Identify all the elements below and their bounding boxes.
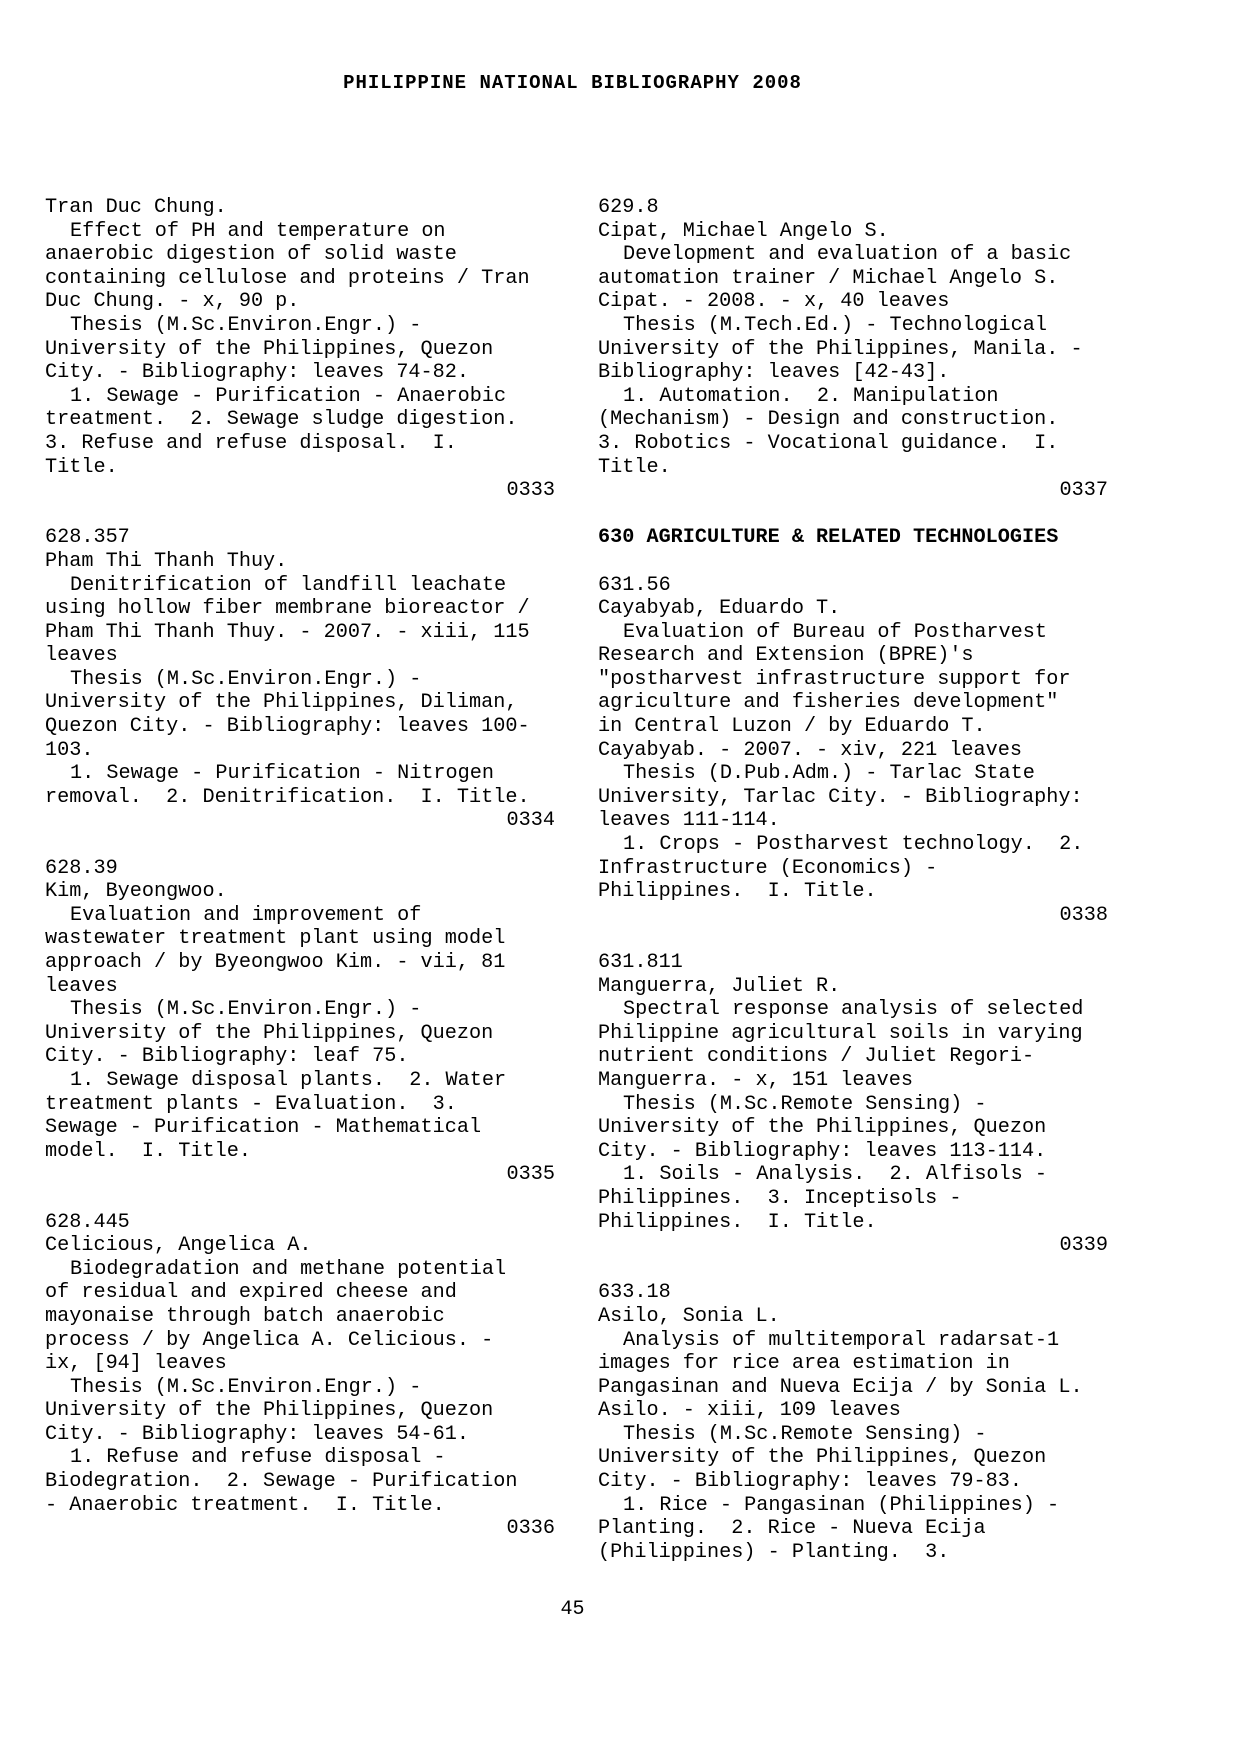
entry-text-line: 1. Refuse and refuse disposal -: [70, 1446, 446, 1470]
entry-text-line: Title.: [45, 455, 118, 479]
entry-text-line: (Philippines) - Planting. 3.: [598, 1540, 950, 1564]
entry-text-line: Thesis (M.Sc.Remote Sensing) -: [623, 1092, 987, 1116]
section-heading: 630 AGRICULTURE & RELATED TECHNOLOGIES: [598, 526, 1059, 550]
entry-text-line: City. - Bibliography: leaves 79-83.: [598, 1470, 1023, 1494]
right-column: [598, 196, 1108, 1588]
entry-text-line: Effect of PH and temperature on: [70, 219, 446, 243]
entry-text-line: Cayabyab. - 2007. - xiv, 221 leaves: [598, 738, 1023, 762]
entry-text-line: (Mechanism) - Design and construction.: [598, 408, 1059, 432]
entry-text-line: Infrastructure (Economics) -: [598, 856, 938, 880]
entry-text-line: removal. 2. Denitrification. I. Title.: [45, 785, 530, 809]
entry-text-line: University of the Philippines, Quezon: [45, 1399, 494, 1423]
bibliographic-entry: [598, 196, 1108, 503]
entry-text-line: Pham Thi Thanh Thuy. - 2007. - xiii, 115: [45, 620, 530, 644]
entry-text-line: City. - Bibliography: leaves 54-61.: [45, 1422, 470, 1446]
entry-text-line: containing cellulose and proteins / Tran: [45, 266, 530, 290]
entry-text-line: anaerobic digestion of solid waste: [45, 243, 457, 267]
bibliographic-entry: [45, 526, 555, 833]
entry-text-line: images for rice area estimation in: [598, 1352, 1010, 1376]
entry-text-line: Thesis (M.Sc.Environ.Engr.) -: [70, 313, 422, 337]
entry-text-line: Analysis of multitemporal radarsat-1: [623, 1328, 1060, 1352]
entry-author: Kim, Byeongwoo.: [45, 880, 227, 904]
entry-text-line: 1. Sewage - Purification - Nitrogen: [70, 762, 495, 786]
entry-number: 0335: [506, 1163, 555, 1187]
left-column: [45, 196, 555, 1564]
entry-author: Manguerra, Juliet R.: [598, 974, 841, 998]
entry-text-line: 1. Soils - Analysis. 2. Alfisols -: [623, 1163, 1048, 1187]
entry-text-line: Philippines. I. Title.: [598, 1210, 877, 1234]
entry-text-line: Biodegration. 2. Sewage - Purification: [45, 1470, 518, 1494]
entry-text-line: automation trainer / Michael Angelo S.: [598, 266, 1059, 290]
entry-text-line: City. - Bibliography: leaf 75.: [45, 1045, 409, 1069]
entry-text-line: model. I. Title.: [45, 1139, 251, 1163]
entry-text-line: approach / by Byeongwoo Kim. - vii, 81: [45, 951, 506, 974]
entry-author: Asilo, Sonia L.: [598, 1304, 780, 1328]
class-number: 633.18: [598, 1281, 671, 1305]
entry-text-line: agriculture and fisheries development": [598, 691, 1059, 715]
entry-text-line: treatment. 2. Sewage sludge digestion.: [45, 408, 518, 432]
entry-text-line: University of the Philippines, Quezon: [45, 337, 494, 361]
entry-text-line: Asilo. - xiii, 109 leaves: [598, 1399, 901, 1423]
entry-text-line: 1. Automation. 2. Manipulation: [623, 384, 999, 408]
entry-text-line: Thesis (M.Sc.Environ.Engr.) -: [70, 998, 422, 1022]
entry-text-line: ix, [94] leaves: [45, 1352, 227, 1376]
entry-text-line: Sewage - Purification - Mathematical: [45, 1116, 482, 1140]
entry-text-line: 3. Robotics - Vocational guidance. I.: [598, 431, 1059, 455]
entry-text-line: City. - Bibliography: leaves 113-114.: [598, 1139, 1047, 1163]
entry-text-line: nutrient conditions / Juliet Regori-: [598, 1045, 1035, 1069]
entry-text-line: Planting. 2. Rice - Nueva Ecija: [598, 1517, 986, 1541]
entry-text-line: City. - Bibliography: leaves 74-82.: [45, 361, 470, 385]
entry-text-line: Development and evaluation of a basic: [623, 243, 1072, 267]
entry-text-line: Bibliography: leaves [42-43].: [598, 361, 950, 385]
entry-text-line: Denitrification of landfill leachate: [70, 573, 507, 597]
entry-text-line: treatment plants - Evaluation. 3.: [45, 1092, 457, 1116]
bibliographic-entry: [45, 1211, 555, 1541]
entry-text-line: mayonaise through batch anaerobic: [45, 1304, 445, 1328]
entry-text-line: University, Tarlac City. - Bibliography:: [598, 785, 1083, 809]
entry-text-line: "postharvest infrastructure support for: [598, 667, 1071, 691]
entry-text-line: Thesis (M.Sc.Remote Sensing) -: [623, 1422, 987, 1446]
entry-text-line: 1. Rice - Pangasinan (Philippines) -: [623, 1493, 1060, 1517]
entry-author: Pham Thi Thanh Thuy.: [45, 549, 288, 573]
entry-text-line: Evaluation and improvement of: [70, 903, 422, 927]
entry-text-line: leaves: [45, 644, 118, 668]
bibliographic-entry: [598, 951, 1108, 1258]
entry-text-line: Thesis (D.Pub.Adm.) - Tarlac State: [623, 762, 1035, 786]
class-number: 628.39: [45, 856, 118, 880]
entry-text-line: 103.: [45, 738, 94, 762]
entry-number: 0338: [1059, 903, 1108, 927]
entry-number: 0333: [506, 479, 555, 503]
entry-text-line: University of the Philippines, Quezon: [598, 1116, 1047, 1140]
class-number: 631.811: [598, 951, 683, 974]
entry-text-line: wastewater treatment plant using model: [45, 927, 506, 951]
entry-text-line: leaves 111-114.: [598, 809, 780, 833]
entry-text-line: University of the Philippines, Quezon: [45, 1021, 494, 1045]
entry-text-line: Thesis (M.Sc.Environ.Engr.) -: [70, 1375, 422, 1399]
entry-text-line: in Central Luzon / by Eduardo T.: [598, 715, 986, 739]
entry-text-line: Research and Extension (BPRE)'s: [598, 644, 974, 668]
entry-author: Cipat, Michael Angelo S.: [598, 219, 889, 243]
page-header: PHILIPPINE NATIONAL BIBLIOGRAPHY 2008: [343, 72, 802, 94]
entry-number: 0336: [506, 1517, 555, 1541]
entry-text-line: 1. Crops - Postharvest technology. 2.: [623, 833, 1084, 857]
entry-text-line: Quezon City. - Bibliography: leaves 100-: [45, 715, 530, 739]
entry-author: Tran Duc Chung.: [45, 196, 227, 219]
class-number: 631.56: [598, 573, 671, 597]
entry-text-line: 1. Sewage - Purification - Anaerobic: [70, 384, 507, 408]
entry-text-line: University of the Philippines, Manila. -: [598, 337, 1083, 361]
entry-text-line: Cipat. - 2008. - x, 40 leaves: [598, 290, 950, 314]
entry-text-line: process / by Angelica A. Celicious. -: [45, 1328, 494, 1352]
entry-text-line: Biodegradation and methane potential: [70, 1257, 507, 1281]
entry-number: 0339: [1059, 1234, 1108, 1258]
entry-text-line: Philippines. 3. Inceptisols -: [598, 1186, 962, 1210]
entry-text-line: Philippines. I. Title.: [598, 880, 877, 904]
entry-text-line: 3. Refuse and refuse disposal. I.: [45, 431, 457, 455]
bibliographic-entry: [598, 1281, 1108, 1564]
entry-text-line: Thesis (M.Sc.Environ.Engr.) -: [70, 667, 422, 691]
entry-number: 0334: [506, 809, 555, 833]
entry-author: Cayabyab, Eduardo T.: [598, 597, 841, 621]
bibliographic-entry: [45, 857, 555, 1187]
entry-text-line: of residual and expired cheese and: [45, 1281, 457, 1305]
bibliographic-entry: [598, 574, 1108, 928]
entry-text-line: Duc Chung. - x, 90 p.: [45, 290, 300, 314]
bibliographic-entry: [45, 196, 555, 503]
entry-text-line: University of the Philippines, Diliman,: [45, 691, 518, 715]
class-number: 629.8: [598, 196, 659, 219]
entry-text-line: using hollow fiber membrane bioreactor /: [45, 597, 530, 621]
class-number: 628.445: [45, 1210, 130, 1234]
entry-text-line: 1. Sewage disposal plants. 2. Water: [70, 1068, 507, 1092]
entry-text-line: Thesis (M.Tech.Ed.) - Technological: [623, 313, 1048, 337]
entry-text-line: Pangasinan and Nueva Ecija / by Sonia L.: [598, 1375, 1083, 1399]
class-number: 628.357: [45, 526, 130, 550]
entry-text-line: Title.: [598, 455, 671, 479]
entry-text-line: University of the Philippines, Quezon: [598, 1446, 1047, 1470]
page-number: 45: [560, 1598, 585, 1621]
entry-text-line: Evaluation of Bureau of Postharvest: [623, 620, 1048, 644]
entry-text-line: Manguerra. - x, 151 leaves: [598, 1068, 913, 1092]
entry-text-line: Spectral response analysis of selected: [623, 998, 1084, 1022]
entry-number: 0337: [1059, 479, 1108, 503]
entry-author: Celicious, Angelica A.: [45, 1234, 312, 1258]
entry-text-line: Philippine agricultural soils in varying: [598, 1021, 1083, 1045]
entry-text-line: - Anaerobic treatment. I. Title.: [45, 1493, 445, 1517]
entry-text-line: leaves: [45, 974, 118, 998]
